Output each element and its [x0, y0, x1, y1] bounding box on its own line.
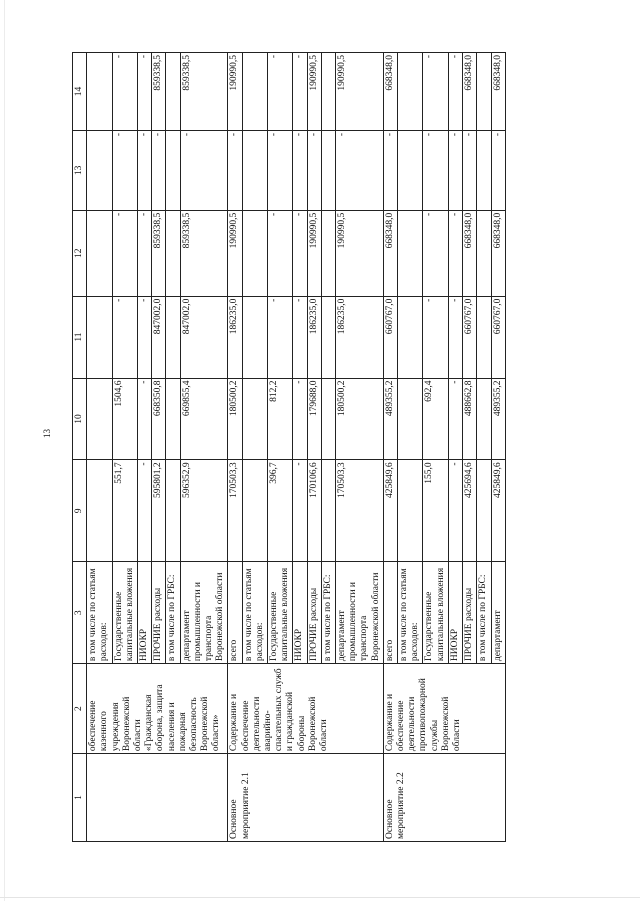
- value-cell: 668348,0: [463, 210, 477, 296]
- value-cell: -: [138, 296, 152, 378]
- value-cell: -: [268, 296, 293, 378]
- value-cell: [477, 210, 491, 296]
- event-cell: Основное мероприятие 2.1: [228, 754, 383, 842]
- value-cell: [398, 378, 423, 460]
- value-cell: 190990,5: [307, 210, 321, 296]
- value-cell: [398, 460, 423, 562]
- value-cell: [87, 378, 112, 460]
- value-cell: -: [112, 130, 137, 210]
- value-cell: 425694,6: [463, 460, 477, 562]
- value-cell: 170106,6: [307, 460, 321, 562]
- expense-type-cell: Государственные капитальные вложения: [268, 562, 293, 664]
- value-cell: 180500,2: [336, 378, 384, 460]
- value-cell: -: [152, 130, 166, 210]
- header-cell: 10: [73, 378, 87, 460]
- value-cell: -: [293, 460, 307, 562]
- header-row: [73, 53, 87, 842]
- value-cell: 190990,5: [307, 53, 321, 131]
- value-cell: [87, 130, 112, 210]
- expense-type-cell: в том числе по ГРБС:: [477, 562, 491, 664]
- value-cell: -: [268, 130, 293, 210]
- scan-edge-left: [4, 0, 5, 901]
- value-cell: 489355,2: [383, 378, 397, 460]
- value-cell: -: [293, 296, 307, 378]
- value-cell: 660767,0: [463, 296, 477, 378]
- expense-type-cell: НИОКР: [448, 562, 462, 664]
- value-cell: 1504,6: [112, 378, 137, 460]
- value-cell: [242, 210, 267, 296]
- value-cell: [398, 210, 423, 296]
- value-cell: 489355,2: [491, 378, 505, 460]
- value-cell: -: [423, 53, 448, 131]
- value-cell: 425849,6: [383, 460, 397, 562]
- value-cell: [87, 210, 112, 296]
- value-cell: -: [293, 53, 307, 131]
- value-cell: 660767,0: [383, 296, 397, 378]
- value-cell: -: [112, 210, 137, 296]
- value-cell: -: [293, 130, 307, 210]
- value-cell: -: [448, 378, 462, 460]
- value-cell: 595801,2: [152, 460, 166, 562]
- value-cell: 668350,8: [152, 378, 166, 460]
- value-cell: -: [423, 210, 448, 296]
- value-cell: -: [138, 130, 152, 210]
- value-cell: -: [336, 130, 384, 210]
- value-cell: [166, 296, 180, 378]
- header-cell: 13: [73, 130, 87, 210]
- page-number: 13: [42, 429, 52, 438]
- value-cell: [321, 53, 335, 131]
- value-cell: 668348,0: [383, 53, 397, 131]
- value-cell: -: [138, 378, 152, 460]
- value-cell: 155,0: [423, 460, 448, 562]
- value-cell: -: [383, 130, 397, 210]
- value-cell: -: [228, 130, 242, 210]
- value-cell: -: [448, 460, 462, 562]
- value-cell: 692,4: [423, 378, 448, 460]
- value-cell: [87, 53, 112, 131]
- value-cell: 847002,0: [180, 296, 228, 378]
- value-cell: [398, 53, 423, 131]
- scan-edge-bottom: [0, 897, 640, 898]
- expense-type-cell: ПРОЧИЕ расходы: [463, 562, 477, 664]
- event-cell: Основное мероприятие 2.2: [383, 754, 505, 842]
- expense-type-cell: в том числе по статьям расходов:: [87, 562, 112, 664]
- expense-type-cell: Государственные капитальные вложения: [423, 562, 448, 664]
- header-cell: 9: [73, 460, 87, 562]
- value-cell: 190990,5: [228, 210, 242, 296]
- value-cell: -: [180, 130, 228, 210]
- value-cell: [321, 460, 335, 562]
- value-cell: 668348,0: [491, 210, 505, 296]
- value-cell: 859338,5: [152, 53, 166, 131]
- value-cell: -: [423, 130, 448, 210]
- header-cell: 11: [73, 296, 87, 378]
- value-cell: 190990,5: [228, 53, 242, 131]
- value-cell: -: [463, 130, 477, 210]
- event-name-cell: обеспечение казенного учреждения Воронежской области «Гражданская оборона, защита населения и пожарная безопасность Воронежской области»: [87, 664, 228, 754]
- expense-type-cell: ПРОЧИЕ расходы: [307, 562, 321, 664]
- value-cell: 396,7: [268, 460, 293, 562]
- value-cell: [398, 130, 423, 210]
- table-row: [228, 53, 242, 842]
- value-cell: 179688,0: [307, 378, 321, 460]
- budget-table: [72, 52, 506, 842]
- expense-type-cell: в том числе по статьям расходов:: [242, 562, 267, 664]
- value-cell: 668348,0: [463, 53, 477, 131]
- value-cell: -: [138, 460, 152, 562]
- value-cell: 847002,0: [152, 296, 166, 378]
- value-cell: [477, 460, 491, 562]
- value-cell: 488662,8: [463, 378, 477, 460]
- expense-type-cell: НИОКР: [138, 562, 152, 664]
- value-cell: -: [307, 130, 321, 210]
- value-cell: [166, 130, 180, 210]
- value-cell: 859338,5: [180, 53, 228, 131]
- value-cell: -: [423, 296, 448, 378]
- value-cell: 190990,5: [336, 53, 384, 131]
- value-cell: [166, 210, 180, 296]
- value-cell: [166, 53, 180, 131]
- value-cell: [321, 130, 335, 210]
- value-cell: [321, 378, 335, 460]
- expense-type-cell: в том числе по статьям расходов:: [398, 562, 423, 664]
- header-cell: 2: [73, 664, 87, 754]
- value-cell: -: [112, 53, 137, 131]
- value-cell: [321, 210, 335, 296]
- expense-type-cell: департамент промышленности и транспорта Воронежской области: [180, 562, 228, 664]
- rotated-table-wrapper: [72, 52, 612, 842]
- expense-type-cell: всего: [228, 562, 242, 664]
- table-row: [383, 53, 397, 842]
- value-cell: 186235,0: [228, 296, 242, 378]
- event-name-cell: Содержание и обеспечение деятельности противопожарной службы Воронежской области: [383, 664, 505, 754]
- table-row: [87, 53, 112, 842]
- expense-type-cell: ПРОЧИЕ расходы: [152, 562, 166, 664]
- value-cell: -: [112, 296, 137, 378]
- value-cell: -: [448, 53, 462, 131]
- value-cell: -: [448, 210, 462, 296]
- value-cell: -: [448, 296, 462, 378]
- value-cell: [242, 53, 267, 131]
- value-cell: 596352,9: [180, 460, 228, 562]
- value-cell: [321, 296, 335, 378]
- expense-type-cell: всего: [383, 562, 397, 664]
- value-cell: -: [293, 210, 307, 296]
- value-cell: [242, 296, 267, 378]
- value-cell: [477, 130, 491, 210]
- value-cell: [87, 296, 112, 378]
- expense-type-cell: НИОКР: [293, 562, 307, 664]
- value-cell: 190990,5: [336, 210, 384, 296]
- expense-type-cell: департамент: [491, 562, 505, 664]
- header-cell: 14: [73, 53, 87, 131]
- value-cell: -: [448, 130, 462, 210]
- expense-type-cell: департамент промышленности и транспорта Воронежской области: [336, 562, 384, 664]
- value-cell: -: [268, 53, 293, 131]
- event-name-cell: Содержание и обеспечение деятельности аварийно-спасательных служб и гражданской обороны Воронежской области: [228, 664, 383, 754]
- value-cell: -: [491, 130, 505, 210]
- value-cell: 660767,0: [491, 296, 505, 378]
- expense-type-cell: Государственные капитальные вложения: [112, 562, 137, 664]
- value-cell: 668348,0: [383, 210, 397, 296]
- value-cell: [242, 460, 267, 562]
- value-cell: 186235,0: [336, 296, 384, 378]
- value-cell: 170503,3: [228, 460, 242, 562]
- value-cell: [87, 460, 112, 562]
- value-cell: [477, 378, 491, 460]
- value-cell: 180500,2: [228, 378, 242, 460]
- value-cell: -: [268, 210, 293, 296]
- value-cell: 551,7: [112, 460, 137, 562]
- value-cell: [242, 378, 267, 460]
- value-cell: 425849,6: [491, 460, 505, 562]
- value-cell: 170503,3: [336, 460, 384, 562]
- expense-type-cell: в том числе по ГРБС:: [321, 562, 335, 664]
- value-cell: [477, 53, 491, 131]
- value-cell: 812,2: [268, 378, 293, 460]
- value-cell: [242, 130, 267, 210]
- value-cell: 668348,0: [491, 53, 505, 131]
- value-cell: [166, 460, 180, 562]
- event-cell: [87, 754, 228, 842]
- expense-type-cell: в том числе по ГРБС:: [166, 562, 180, 664]
- value-cell: [166, 378, 180, 460]
- header-cell: 3: [73, 562, 87, 664]
- value-cell: [477, 296, 491, 378]
- value-cell: -: [293, 378, 307, 460]
- value-cell: -: [138, 53, 152, 131]
- value-cell: 669855,4: [180, 378, 228, 460]
- header-cell: 1: [73, 754, 87, 842]
- value-cell: 186235,0: [307, 296, 321, 378]
- value-cell: [398, 296, 423, 378]
- header-cell: 12: [73, 210, 87, 296]
- value-cell: 859338,5: [152, 210, 166, 296]
- value-cell: -: [138, 210, 152, 296]
- value-cell: 859338,5: [180, 210, 228, 296]
